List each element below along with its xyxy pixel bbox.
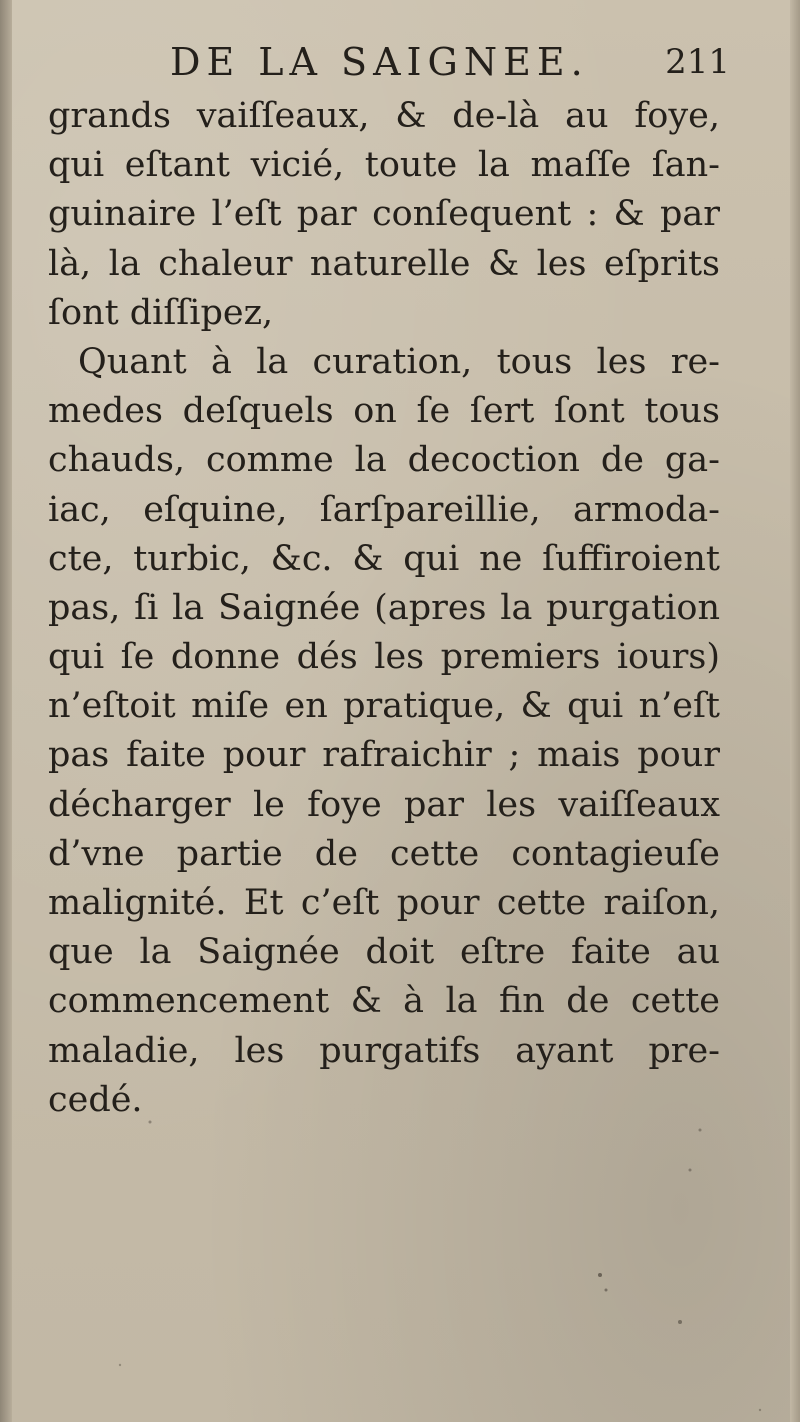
text-line: guinaire l’eſt par conſequent : & par: [48, 194, 720, 235]
text-line: commencement & à la fin de cette: [48, 981, 720, 1022]
text-line: que la Saignée doit eſtre faite au: [48, 932, 720, 973]
text-line: iac, eſquine, ſarſpareillie, armoda-: [48, 489, 720, 530]
running-title: DE LA SAIGNEE.: [170, 40, 589, 84]
text-line: ſont diſſipez,: [48, 292, 274, 333]
page-header: [60, 40, 740, 100]
page-gutter-shadow: [0, 0, 12, 1422]
text-line: malignité. Et c’eſt pour cette raiſon,: [48, 883, 720, 923]
text-line: medes deſquels on ſe ſert ſont tous: [48, 391, 720, 432]
body-text: [48, 92, 720, 1125]
text-line: décharger le foye par les vaiſſeaux: [48, 784, 720, 825]
text-line: n’eſtoit miſe en pratique, & qui n’eſt: [48, 686, 720, 727]
text-line: grands vaiſſeaux, & de-là au foye,: [48, 96, 720, 136]
text-line: chauds, comme la decoction de ga-: [48, 440, 720, 481]
text-line: cedé.: [48, 1079, 143, 1120]
paragraph-start-line: Quant à la curation, tous les re-: [78, 341, 720, 382]
text-line: d’vne partie de cette contagieuſe: [48, 833, 720, 874]
text-line: maladie, les purgatifs ayant pre-: [48, 1030, 720, 1071]
text-line: pas faite pour rafraichir ; mais pour: [48, 735, 720, 776]
text-line: cte, turbic, &c. & qui ne ſuffiroient: [48, 538, 720, 579]
page-edge-shadow: [790, 0, 800, 1422]
text-line: qui ſe donne dés les premiers iours): [48, 637, 720, 678]
text-line: là, la chaleur naturelle & les eſprits: [48, 243, 720, 284]
page-number: 211: [665, 42, 730, 82]
text-line: qui eſtant vicié, toute la maſſe ſan-: [48, 145, 720, 186]
text-line: pas, ſi la Saignée (apres la purgation: [48, 587, 720, 628]
